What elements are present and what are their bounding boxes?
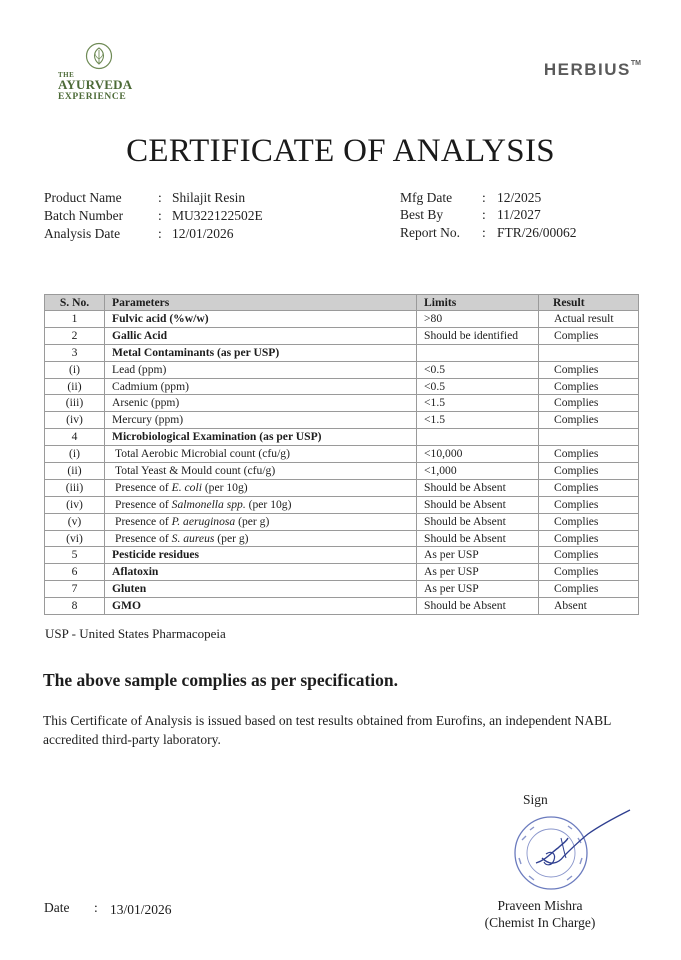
table-row: [45, 530, 639, 547]
cell-s-no: (iv): [45, 496, 105, 513]
complies-statement: The above sample complies as per specification.: [43, 670, 399, 690]
info-row: [44, 190, 304, 208]
organism-name: E. coli: [171, 480, 202, 494]
info-row: [44, 208, 304, 226]
header-result: Result: [539, 295, 639, 311]
cell-s-no: (iv): [45, 412, 105, 429]
cell-limit: <1.5: [417, 395, 539, 412]
table-row: [45, 598, 639, 615]
cell-limit: As per USP: [417, 547, 539, 564]
info-colon: :: [482, 190, 486, 205]
cell-parameter: [105, 479, 417, 496]
cell-parameter: Metal Contaminants (as per USP): [105, 344, 417, 361]
parameter-unit: (per 10g): [245, 497, 292, 511]
cell-result: [539, 429, 639, 446]
cell-limit: Should be identified: [417, 327, 539, 344]
cell-parameter: Mercury (ppm): [105, 412, 417, 429]
herbius-wordmark: HERBIUS: [543, 60, 631, 79]
cell-limit: <0.5: [417, 378, 539, 395]
parameter-unit: (per g): [235, 514, 270, 528]
cell-parameter: [105, 496, 417, 513]
date-colon: :: [94, 900, 98, 915]
cell-parameter: Total Aerobic Microbial count (cfu/g): [105, 446, 417, 463]
herbius-logo: [544, 60, 641, 80]
info-colon: :: [158, 190, 162, 205]
table-row: [45, 547, 639, 564]
parameter-text: Presence of: [115, 531, 172, 545]
table-row: [45, 311, 639, 328]
cell-s-no: 5: [45, 547, 105, 564]
cell-s-no: (v): [45, 513, 105, 530]
parameter-unit: (per g): [214, 531, 249, 545]
brand-word-the: THE: [58, 71, 75, 79]
table-row: [45, 496, 639, 513]
cell-s-no: (iii): [45, 395, 105, 412]
cell-limit: >80: [417, 311, 539, 328]
cell-s-no: (ii): [45, 463, 105, 480]
info-row: [400, 207, 640, 225]
cell-s-no: (iii): [45, 479, 105, 496]
header-s-no: S. No.: [45, 295, 105, 311]
cell-s-no: 2: [45, 327, 105, 344]
parameter-text: Presence of: [115, 480, 172, 494]
signer-name: Praveen Mishra: [497, 898, 583, 913]
analysis-table: [44, 294, 639, 615]
info-row: [400, 190, 640, 208]
cell-parameter: Cadmium (ppm): [105, 378, 417, 395]
cell-limit: [417, 429, 539, 446]
cell-result: Complies: [539, 513, 639, 530]
table-row: [45, 327, 639, 344]
cell-result: Complies: [539, 446, 639, 463]
leaf-emblem-icon: [85, 42, 113, 70]
header-limits: Limits: [417, 295, 539, 311]
cell-s-no: 6: [45, 564, 105, 581]
date-label: Date: [44, 900, 70, 915]
cell-limit: <10,000: [417, 446, 539, 463]
cell-limit: As per USP: [417, 564, 539, 581]
cell-result: Complies: [539, 547, 639, 564]
cell-result: Absent: [539, 598, 639, 615]
cell-limit: As per USP: [417, 581, 539, 598]
table-row: [45, 412, 639, 429]
table-row: [45, 395, 639, 412]
parameter-text: Presence of: [115, 514, 172, 528]
cell-parameter: [105, 513, 417, 530]
cell-limit: Should be Absent: [417, 479, 539, 496]
cell-s-no: 3: [45, 344, 105, 361]
cell-limit: <1,000: [417, 463, 539, 480]
info-label: Product Name: [44, 190, 122, 205]
cell-parameter: Total Yeast & Mould count (cfu/g): [105, 463, 417, 480]
cell-result: Complies: [539, 581, 639, 598]
cell-limit: Should be Absent: [417, 530, 539, 547]
info-value: Shilajit Resin: [172, 190, 246, 205]
parameter-text: Presence of: [115, 497, 172, 511]
brand-word-ayurveda: AYURVEDA: [58, 77, 133, 92]
cell-result: [539, 344, 639, 361]
table-row: [45, 378, 639, 395]
cell-s-no: 1: [45, 311, 105, 328]
date-value: 13/01/2026: [110, 902, 172, 917]
info-value: 11/2027: [497, 207, 541, 222]
organism-name: S. aureus: [171, 531, 215, 545]
cell-result: Complies: [539, 395, 639, 412]
cell-parameter: Arsenic (ppm): [105, 395, 417, 412]
info-value: FTR/26/00062: [497, 225, 577, 240]
info-value: 12/01/2026: [172, 226, 234, 241]
issued-statement: This Certificate of Analysis is issued based on test results obtained from Eurofins, an independent NABL accredited third-party laboratory.: [43, 713, 611, 747]
cell-limit: Should be Absent: [417, 598, 539, 615]
cell-parameter: Pesticide residues: [105, 547, 417, 564]
cell-result: Complies: [539, 530, 639, 547]
info-label: Mfg Date: [400, 190, 453, 205]
info-row: [400, 225, 640, 243]
organism-name: Salmonella spp.: [171, 497, 246, 511]
cell-parameter: Lead (ppm): [105, 361, 417, 378]
document-title: CERTIFICATE OF ANALYSIS: [126, 133, 555, 169]
info-colon: :: [158, 208, 162, 223]
cell-result: Complies: [539, 463, 639, 480]
cell-parameter: Gluten: [105, 581, 417, 598]
cell-s-no: 7: [45, 581, 105, 598]
signer-role: (Chemist In Charge): [484, 915, 596, 930]
table-row: [45, 479, 639, 496]
cell-parameter: Fulvic acid (%w/w): [105, 311, 417, 328]
cell-s-no: 8: [45, 598, 105, 615]
cell-limit: [417, 344, 539, 361]
header-parameters: Parameters: [105, 295, 417, 311]
table-header-row: [45, 295, 639, 311]
table-row: [45, 446, 639, 463]
info-label: Batch Number: [44, 208, 124, 223]
cell-result: Complies: [539, 496, 639, 513]
cell-s-no: (ii): [45, 378, 105, 395]
cell-result: Complies: [539, 361, 639, 378]
info-value: 12/2025: [497, 190, 542, 205]
info-label: Analysis Date: [44, 226, 121, 241]
usp-footnote: USP - United States Pharmacopeia: [45, 626, 226, 641]
cell-parameter: GMO: [105, 598, 417, 615]
cell-limit: Should be Absent: [417, 496, 539, 513]
parameter-unit: (per 10g): [201, 480, 248, 494]
cell-s-no: (i): [45, 361, 105, 378]
info-value: MU322122502E: [172, 208, 263, 223]
organism-name: P. aeruginosa: [171, 514, 236, 528]
brand-word-experience: EXPERIENCE: [58, 92, 127, 102]
table-row: [45, 344, 639, 361]
cell-s-no: 4: [45, 429, 105, 446]
table-row: [45, 429, 639, 446]
info-label: Report No.: [400, 225, 460, 240]
cell-result: Actual result: [539, 311, 639, 328]
table-row: [45, 581, 639, 598]
cell-limit: <0.5: [417, 361, 539, 378]
info-label: Best By: [400, 207, 444, 222]
table-body: [45, 311, 639, 615]
info-colon: :: [158, 226, 162, 241]
ayurveda-experience-logo: [58, 42, 144, 104]
cell-parameter: Microbiological Examination (as per USP): [105, 429, 417, 446]
cell-s-no: (i): [45, 446, 105, 463]
cell-s-no: (vi): [45, 530, 105, 547]
cell-parameter: [105, 530, 417, 547]
cell-result: Complies: [539, 564, 639, 581]
table-row: [45, 361, 639, 378]
cell-result: Complies: [539, 327, 639, 344]
sign-label: Sign: [523, 792, 548, 807]
trademark-mark: TM: [630, 60, 641, 68]
cell-result: Complies: [539, 479, 639, 496]
table-row: [45, 564, 639, 581]
info-row: [44, 226, 304, 244]
cell-limit: Should be Absent: [417, 513, 539, 530]
cell-result: Complies: [539, 378, 639, 395]
cell-result: Complies: [539, 412, 639, 429]
lab-stamp-signature: [506, 808, 636, 898]
cell-limit: <1.5: [417, 412, 539, 429]
table-row: [45, 463, 639, 480]
info-colon: :: [482, 207, 486, 222]
info-colon: :: [482, 225, 486, 240]
cell-parameter: Aflatoxin: [105, 564, 417, 581]
table-row: [45, 513, 639, 530]
cell-parameter: Gallic Acid: [105, 327, 417, 344]
